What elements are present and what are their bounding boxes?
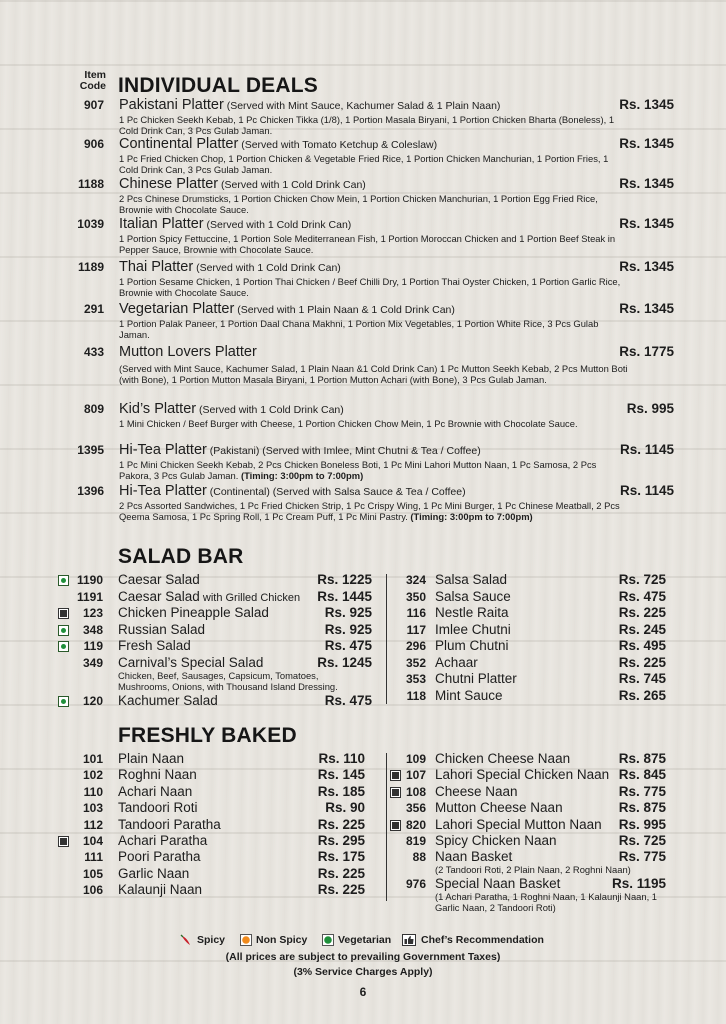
item-code: 348 <box>82 622 103 637</box>
salad-column-divider <box>386 574 387 704</box>
item-name <box>119 442 481 458</box>
item-title: Hi-Tea Platter <box>119 483 207 499</box>
item-description-text: 1 Pc Mini Chicken Seekh Kebab, 2 Pcs Chicken Boneless Boti, 1 Pc Mini Lahori Mutton Naan, 1 Pc Samosa, 2 Pcs Pakora, 3 Pcs Gulab Jaman. <box>119 459 597 481</box>
item-title: Russian Salad <box>118 621 206 637</box>
item-title: Achaar <box>435 654 478 670</box>
item-note: (1 Achari Paratha, 1 Roghni Naan, 1 Kalaunji Naan, 1 Garlic Naan, 2 Tandoori Roti) <box>435 890 658 913</box>
item-description-text: 1 Portion Spicy Fettuccine, 1 Portion Sole Mediterranean Fish, 1 Portion Moroccan Chicken and 1 Portion Beef Steak in Pepper Sauce, Brownie with Chocolate Sauce. <box>119 233 616 255</box>
deal-item[interactable] <box>0 176 726 215</box>
taxes-note: (All prices are subject to prevailing Government Taxes) <box>225 951 501 963</box>
item-code: 110 <box>83 784 103 799</box>
item-title: Roghni Naan <box>118 767 197 783</box>
item-code: 120 <box>82 694 103 708</box>
item-name <box>119 216 351 232</box>
item-code: 1396 <box>77 484 104 498</box>
menu-row[interactable] <box>0 589 726 605</box>
item-title: Salsa Salad <box>435 572 508 587</box>
item-name <box>435 833 557 848</box>
item-title: Chutni Platter <box>435 671 517 686</box>
item-name <box>435 767 609 782</box>
item-description <box>119 276 629 298</box>
chefs-recommendation-icon <box>402 934 416 946</box>
section-title-individual-deals: INDIVIDUAL DEALS <box>118 74 318 97</box>
menu-row[interactable] <box>0 622 726 638</box>
item-code: 976 <box>405 876 426 891</box>
item-code: 350 <box>405 589 426 604</box>
item-code: 907 <box>83 98 104 112</box>
item-name <box>119 344 257 360</box>
item-code: 324 <box>405 573 426 587</box>
item-price: Rs. 1225 <box>317 572 372 587</box>
item-name <box>435 849 512 864</box>
item-price: Rs. 1345 <box>619 176 674 191</box>
item-timing: (Timing: 3:00pm to 7:00pm) <box>238 470 364 481</box>
item-price: Rs. 145 <box>317 767 365 783</box>
deal-item[interactable] <box>0 344 726 385</box>
item-served-with: (Pakistani) (Served with Imlee, Mint Chutni & Tea / Coffee) <box>206 445 481 457</box>
item-price: Rs. 1345 <box>619 136 674 151</box>
vegetarian-icon <box>322 934 334 946</box>
item-price: Rs. 925 <box>324 621 372 637</box>
item-title: Tandoori Paratha <box>118 816 221 832</box>
menu-row[interactable] <box>0 875 726 913</box>
item-title: Carnival’s Special Salad <box>118 654 264 670</box>
item-name <box>435 572 507 587</box>
item-price: Rs. 1145 <box>619 442 674 457</box>
item-code: 108 <box>405 784 426 799</box>
item-code: 291 <box>83 302 104 316</box>
item-code-label-line2: Code <box>79 80 106 92</box>
menu-row[interactable] <box>0 655 726 671</box>
item-code: 103 <box>82 801 103 816</box>
item-code: 109 <box>405 752 426 766</box>
item-description <box>119 114 629 136</box>
menu-row[interactable] <box>0 671 726 687</box>
item-name <box>435 605 509 620</box>
item-code: 352 <box>405 655 426 670</box>
menu-row[interactable] <box>0 833 726 849</box>
item-code: 117 <box>406 622 426 637</box>
item-title: Spicy Chicken Naan <box>435 833 557 848</box>
item-name <box>119 259 341 275</box>
item-title: Lahori Special Mutton Naan <box>435 816 602 832</box>
item-name <box>435 589 511 604</box>
item-description <box>119 153 629 175</box>
item-title: Achari Naan <box>118 783 193 799</box>
item-title: Garlic Naan <box>118 865 190 881</box>
item-price: Rs. 225 <box>618 605 666 620</box>
menu-row[interactable] <box>0 767 726 783</box>
item-name <box>435 638 509 653</box>
item-price: Rs. 775 <box>618 849 666 865</box>
item-price: Rs. 475 <box>618 588 666 604</box>
item-price: Rs. 175 <box>317 849 365 865</box>
menu-row[interactable] <box>0 817 726 833</box>
item-served-with: (Served with 1 Cold Drink Can) <box>196 404 344 416</box>
item-price: Rs. 495 <box>618 638 666 653</box>
item-served-with: (Served with 1 Plain Naan & 1 Cold Drink Can) <box>234 304 455 316</box>
item-served-with: (Served with Tomato Ketchup & Coleslaw) <box>238 139 438 151</box>
item-price: Rs. 185 <box>317 783 365 799</box>
legend-chefs-label: Chef’s Recommendation <box>421 934 544 946</box>
section-title-freshly-baked: FRESHLY BAKED <box>118 724 297 747</box>
item-served-with: (Continental) (Served with Salsa Sauce & Tea / Coffee) <box>206 486 466 498</box>
item-description <box>119 459 629 481</box>
legend-spicy-label: Spicy <box>197 934 226 946</box>
item-price: Rs. 295 <box>317 833 365 848</box>
item-code: 349 <box>82 655 103 670</box>
item-title: Lahori Special Chicken Naan <box>435 767 610 783</box>
item-code: 101 <box>82 752 103 766</box>
item-code: 112 <box>83 817 103 832</box>
item-price: Rs. 875 <box>618 800 666 816</box>
page-number: 6 <box>359 985 367 999</box>
item-name <box>119 401 344 417</box>
item-title: Poori Paratha <box>118 849 201 865</box>
item-price: Rs. 995 <box>626 401 674 416</box>
deal-item[interactable] <box>0 401 726 431</box>
item-title: Caesar Salad <box>118 588 200 604</box>
item-title: Italian Platter <box>119 216 204 232</box>
non-spicy-icon <box>240 934 252 946</box>
deal-item[interactable] <box>0 136 726 175</box>
item-price: Rs. 225 <box>618 654 666 670</box>
item-title: Hi-Tea Platter <box>119 442 207 458</box>
item-description-text: 1 Pc Fried Chicken Chop, 1 Portion Chicken & Vegetable Fried Rice, 1 Portion Chicken Manchurian, 1 Portion Fries, 1 Cold Drink Can, 3 Pcs Gulab Jaman. <box>119 153 609 175</box>
item-price: Rs. 225 <box>317 882 365 898</box>
item-served-with: (Served with Mint Sauce, Kachumer Salad & 1 Plain Naan) <box>223 100 501 112</box>
item-price: Rs. 875 <box>618 751 666 766</box>
item-code: 119 <box>83 639 103 653</box>
item-code: 104 <box>82 834 103 848</box>
item-description <box>119 318 629 340</box>
item-code: 118 <box>406 688 426 703</box>
item-description-text: (Served with Mint Sauce, Kachumer Salad, 1 Plain Naan &1 Cold Drink Can) 1 Pc Mutton Seekh Kebab, 2 Pcs Mutton Boti (with Bone), 1 Portion Mutton Masala Biryani, 1 Portion Mutton Achari (with Bone), 3 Pcs Gulab Jaman. <box>119 363 628 385</box>
item-title: Mutton Cheese Naan <box>435 800 563 816</box>
deal-item[interactable] <box>0 97 726 136</box>
item-description-text: 1 Portion Sesame Chicken, 1 Portion Thai Chicken / Beef Chilli Dry, 1 Portion Thai Oyster Chicken, 1 Portion Garlic Rice, Brownie with Chocolate Sauce. <box>119 276 621 298</box>
item-description-text: 1 Portion Palak Paneer, 1 Portion Daal Chana Makhni, 1 Portion Mix Vegetables, 1 Portion White Rice, 3 Pcs Gulab Jaman. <box>119 318 599 340</box>
item-description <box>119 233 629 255</box>
item-price: Rs. 1345 <box>619 259 674 274</box>
menu-row[interactable] <box>0 638 726 654</box>
menu-row[interactable] <box>0 800 726 816</box>
item-price: Rs. 245 <box>618 621 666 637</box>
deal-item[interactable] <box>0 483 726 522</box>
item-name <box>435 622 511 637</box>
item-name <box>119 136 437 152</box>
item-description <box>119 500 629 522</box>
item-code: 102 <box>82 768 103 783</box>
item-title: Kachumer Salad <box>118 693 218 708</box>
item-served-with: (Served with 1 Cold Drink Can) <box>218 179 366 191</box>
item-timing: (Timing: 3:00pm to 7:00pm) <box>407 511 533 522</box>
item-title: Tandoori Roti <box>118 800 198 816</box>
item-title: Kid’s Platter <box>119 401 197 417</box>
item-code: 123 <box>82 606 103 620</box>
item-title: Kalaunji Naan <box>118 882 203 898</box>
menu-row[interactable] <box>0 688 726 704</box>
item-description <box>119 193 629 215</box>
item-note: (2 Tandoori Roti, 2 Plain Naan, 2 Roghni Naan) <box>435 864 631 876</box>
item-price: Rs. 1195 <box>611 875 666 891</box>
item-code-header <box>62 70 106 92</box>
item-code: 906 <box>83 137 104 151</box>
item-title: Plum Chutni <box>435 638 509 653</box>
item-code-label-line1: Item <box>84 69 106 81</box>
item-price: Rs. 1145 <box>619 483 674 498</box>
item-title: Nestle Raita <box>435 605 509 620</box>
item-price: Rs. 745 <box>618 671 666 686</box>
deal-item[interactable] <box>0 301 726 340</box>
chili-icon <box>180 934 192 946</box>
item-title: Chicken Cheese Naan <box>435 751 571 766</box>
item-description-text: 2 Pcs Assorted Sandwiches, 1 Pc Fried Chicken Strip, 1 Pc Crispy Wing, 1 Pc Mini Burger, 1 Pc Chinese Meatball, 2 Pcs Qeema Samosa, 1 Pc Spring Roll, 1 Pc Cream Puff, 1 Pc Mini Pastry. <box>119 500 620 522</box>
item-code: 353 <box>405 672 426 686</box>
item-code: 356 <box>405 801 426 816</box>
item-code: 1191 <box>76 589 103 604</box>
item-title: Achari Paratha <box>118 833 208 848</box>
item-price: Rs. 725 <box>618 572 666 587</box>
baked-column-divider <box>386 753 387 901</box>
item-code: 1190 <box>76 573 103 587</box>
item-price: Rs. 110 <box>318 751 365 766</box>
item-price: Rs. 225 <box>317 865 365 881</box>
item-price: Rs. 265 <box>618 687 666 703</box>
item-name <box>435 655 478 670</box>
item-code: 296 <box>405 639 426 653</box>
menu-row[interactable] <box>0 605 726 621</box>
legend-non-spicy-label: Non Spicy <box>256 934 308 946</box>
menu-row[interactable] <box>0 572 726 588</box>
item-code: 1189 <box>77 260 104 274</box>
item-description <box>119 363 629 385</box>
item-title: Mutton Lovers Platter <box>119 344 257 360</box>
item-price: Rs. 845 <box>618 767 666 783</box>
item-title: Caesar Salad <box>118 572 200 587</box>
item-name <box>435 784 518 799</box>
item-name <box>435 876 560 891</box>
menu-row[interactable] <box>0 751 726 767</box>
item-price: Rs. 1245 <box>317 654 372 670</box>
item-code: 106 <box>82 883 103 898</box>
item-name <box>119 483 466 499</box>
item-price: Rs. 1775 <box>619 344 674 359</box>
item-code: 1188 <box>77 177 104 191</box>
item-code: 433 <box>83 345 104 359</box>
item-name <box>435 800 563 815</box>
item-price: Rs. 475 <box>324 638 372 653</box>
item-name <box>435 817 602 832</box>
item-title: Vegetarian Platter <box>119 301 235 317</box>
item-name <box>435 751 570 766</box>
item-code: 1395 <box>77 443 104 457</box>
item-note: Chicken, Beef, Sausages, Capsicum, Tomatoes, Mushrooms, Onions, with Thousand Island Dressing. <box>118 669 338 692</box>
item-price: Rs. 1345 <box>619 216 674 231</box>
item-title: Salsa Sauce <box>435 588 511 604</box>
item-code: 116 <box>406 606 426 620</box>
item-title: Fresh Salad <box>118 638 191 653</box>
item-title: Imlee Chutni <box>435 621 511 637</box>
item-price: Rs. 225 <box>317 816 365 832</box>
section-title-salad-bar: SALAD BAR <box>118 545 244 568</box>
item-title: Thai Platter <box>119 259 194 275</box>
item-served-with: (Served with 1 Cold Drink Can) <box>193 262 341 274</box>
item-name-suffix: with Grilled Chicken <box>199 591 301 604</box>
item-title: Naan Basket <box>435 849 513 865</box>
item-name <box>119 176 366 192</box>
item-title: Mint Sauce <box>435 687 503 703</box>
item-code: 107 <box>405 768 426 783</box>
item-description-text: 2 Pcs Chinese Drumsticks, 1 Portion Chicken Chow Mein, 1 Portion Chicken Manchurian, 1 Portion Egg Fried Rice, Brownie with Chocolate Sauce. <box>119 193 598 215</box>
item-title: Plain Naan <box>118 751 185 766</box>
item-code: 819 <box>405 834 426 848</box>
legend-vegetarian-label: Vegetarian <box>338 934 392 946</box>
item-name <box>435 671 517 686</box>
deal-item[interactable] <box>0 259 726 298</box>
item-description-text: 1 Pc Chicken Seekh Kebab, 1 Pc Chicken Tikka (1/8), 1 Portion Masala Biryani, 1 Portion Chicken Bharta (Boneless), 1 Cold Drink Can, 3 Pcs Gulab Jaman. <box>119 114 615 136</box>
service-charge-note: (3% Service Charges Apply) <box>293 966 433 978</box>
item-price: Rs. 475 <box>324 693 372 708</box>
item-description <box>119 418 629 429</box>
item-code: 111 <box>84 850 103 865</box>
item-title: Pakistani Platter <box>119 97 224 113</box>
item-price: Rs. 1445 <box>317 588 372 604</box>
item-title: Chicken Pineapple Salad <box>118 605 269 620</box>
item-title: Continental Platter <box>119 136 239 152</box>
item-description-text: 1 Mini Chicken / Beef Burger with Cheese, 1 Portion Chicken Chow Mein, 1 Pc Brownie with Chocolate Sauce. <box>119 418 578 429</box>
menu-row[interactable] <box>0 784 726 800</box>
item-price: Rs. 995 <box>618 816 666 832</box>
item-price: Rs. 90 <box>325 800 365 816</box>
item-title: Cheese Naan <box>435 783 518 799</box>
item-code: 88 <box>412 850 426 865</box>
item-name <box>119 301 455 317</box>
item-name <box>435 688 503 703</box>
item-price: Rs. 925 <box>324 605 372 620</box>
deal-item[interactable] <box>0 216 726 255</box>
deal-item[interactable] <box>0 442 726 481</box>
item-title: Special Naan Basket <box>435 875 561 891</box>
item-name <box>119 97 500 113</box>
item-title: Chinese Platter <box>119 176 219 192</box>
item-price: Rs. 725 <box>618 833 666 848</box>
item-price: Rs. 1345 <box>619 97 674 112</box>
item-code: 820 <box>405 817 426 832</box>
item-code: 809 <box>83 402 104 416</box>
item-price: Rs. 775 <box>618 783 666 799</box>
item-code: 105 <box>82 866 103 881</box>
item-price: Rs. 1345 <box>619 301 674 316</box>
item-served-with: (Served with 1 Cold Drink Can) <box>203 219 352 231</box>
item-code: 1039 <box>77 217 104 231</box>
